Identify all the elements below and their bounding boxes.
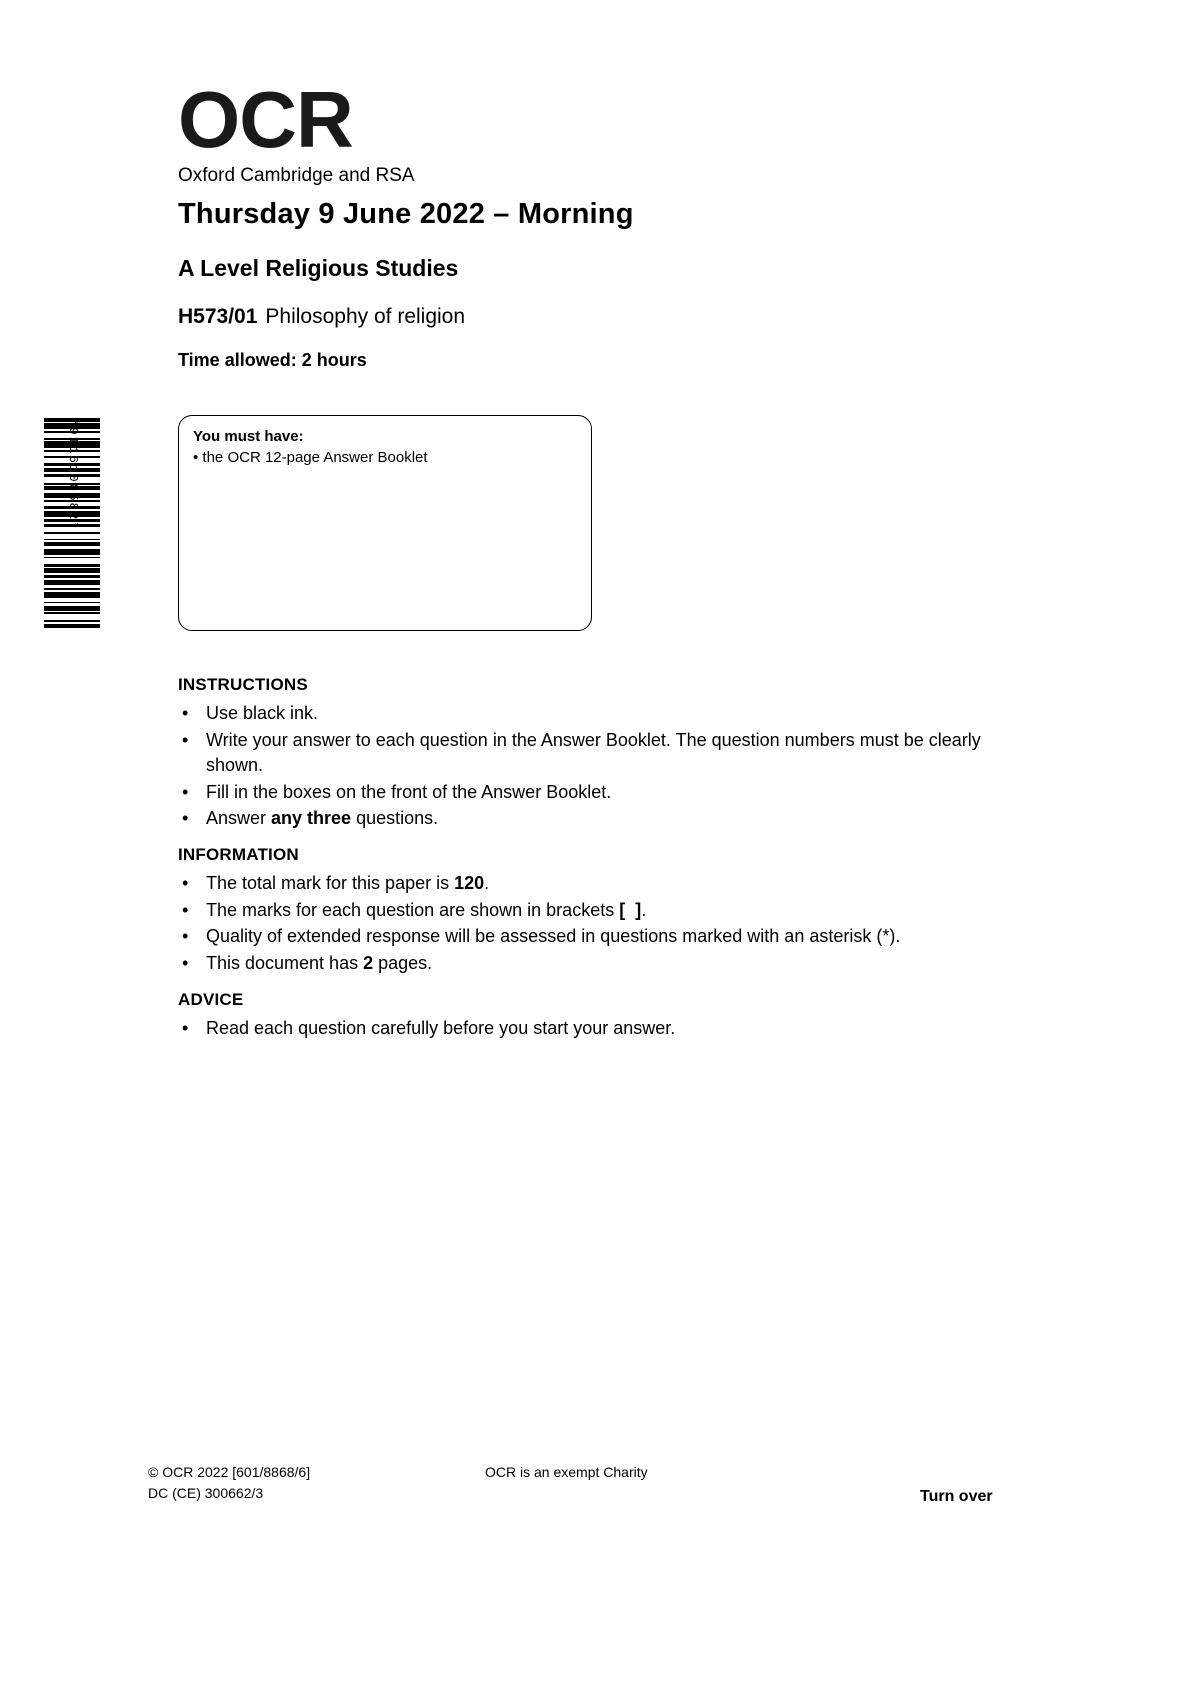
ocr-logo (178, 75, 598, 188)
instructions-heading: INSTRUCTIONS (178, 675, 308, 694)
footer-charity: OCR is an exempt Charity (485, 1464, 648, 1480)
list-item: • The total mark for this paper is 120. (178, 871, 1018, 897)
exam-date-session: Thursday 9 June 2022 – Morning (178, 198, 634, 230)
instructions-section (178, 675, 1018, 833)
list-item: • Fill in the boxes on the front of the Answer Booklet. (178, 780, 1018, 806)
list-item: • Read each question carefully before you start your answer. (178, 1016, 1018, 1042)
list-item-text-post: questions. (351, 808, 439, 828)
barcode-number: *9116108582* (66, 418, 80, 531)
materials-item: • the OCR 12-page Answer Booklet (193, 449, 428, 466)
list-item: • This document has 2 pages. (178, 951, 1018, 977)
materials-box (178, 415, 592, 631)
list-item: • The marks for each question are shown in brackets [ ]. (178, 898, 1018, 924)
advice-heading: ADVICE (178, 990, 244, 1009)
ocr-logo-letters: OCR (178, 75, 353, 164)
list-item-text-pre: Answer (206, 808, 272, 828)
list-item (178, 806, 1018, 832)
materials-title: You must have: (193, 428, 304, 445)
footer-turn-over: Turn over (920, 1488, 993, 1505)
page-footer (0, 1462, 1191, 1522)
paper-component: Philosophy of religion (265, 305, 466, 328)
instructions-list (178, 701, 1018, 832)
list-item-emphasis: any three (271, 808, 352, 828)
advice-list (178, 1016, 1018, 1042)
information-section (178, 845, 1018, 977)
paper-code: H573/01 (178, 305, 258, 328)
brackets-symbol: [ ] (619, 899, 642, 920)
footer-doc-ref: DC (CE) 300662/3 (148, 1485, 264, 1501)
paper-code-line (178, 305, 465, 329)
ocr-logo-subtitle: Oxford Cambridge and RSA (178, 165, 415, 186)
time-allowed: Time allowed: 2 hours (178, 350, 367, 370)
footer-copyright: © OCR 2022 [601/8868/6] (148, 1464, 311, 1480)
information-list (178, 871, 1018, 976)
footer-copyright-block (148, 1462, 310, 1504)
total-mark-value: 120 (454, 873, 485, 893)
exam-qualification: A Level Religious Studies (178, 255, 459, 281)
list-item: • Quality of extended response will be assessed in questions marked with an asterisk (*). (178, 924, 1018, 950)
page-count-value: 2 (363, 952, 374, 973)
list-item: • Use black ink. (178, 701, 1018, 727)
information-heading: INFORMATION (178, 845, 299, 864)
advice-section (178, 990, 1018, 1043)
barcode (44, 418, 100, 630)
list-item: • Write your answer to each question in the Answer Booklet. The question numbers must be clearly shown. (178, 728, 1018, 779)
